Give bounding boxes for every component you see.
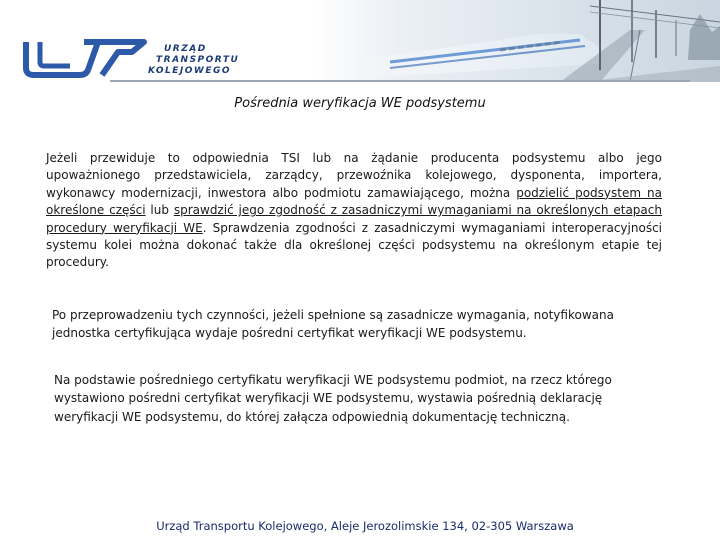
paragraph-1-text-end: . Sprawdzenia zgodności z zasadniczymi wymaganiami interoperacyjności systemu kolei można dokonać także dla określonej części podsystemu na określonym etapie tej procedury. [46, 220, 663, 270]
paragraph-3: Na podstawie pośredniego certyfikatu weryfikacji WE podsystemu podmiot, na rzecz którego wystawiono pośredni certyfikat weryfikacji WE podsystemu, wystawia pośrednią deklarację weryfikacji WE podsystemu, do której załącza odpowiednią dokumentację techniczną. [54, 373, 612, 424]
train-photo [300, 0, 720, 82]
paragraph-1-text-mid: lub [145, 203, 174, 218]
footer-address: Urząd Transportu Kolejowego, Aleje Jerozolimskie 134, 02-305 Warszawa [156, 519, 574, 533]
logo-text [146, 44, 239, 77]
page-title: Pośrednia weryfikacja WE podsystemu [234, 96, 486, 111]
utk-logo-icon [22, 38, 150, 78]
header-divider [110, 80, 690, 82]
logo-line-3: KOLEJOWEGO [148, 66, 232, 76]
logo-line-1: URZĄD [164, 44, 207, 54]
logo-line-2: TRANSPORTU [156, 55, 240, 65]
header-banner [0, 0, 720, 82]
paragraph-2: Po przeprowadzeniu tych czynności, jeżeli spełnione są zasadnicze wymagania, notyfikowana jednostka certyfikująca wydaje pośredni certyfikat weryfikacji WE podsystemu. [52, 308, 614, 340]
paragraph-1-text-start: Jeżeli przewiduje to odpowiednia TSI lub na żądanie producenta podsystemu albo jego upoważnionego przedstawiciela, zarządcy, przewoźnika kolejowego, dysponenta, importera, wykonawcy modernizacji, inwestora albo podmiotu zamawiającego, można [46, 151, 662, 200]
paragraph-1 [46, 150, 662, 272]
paragraph-1-underlined-2: sprawdzić jego zgodność z zasadniczymi wymaganiami na określonych etapach procedury weryfikacji WE [46, 203, 662, 235]
paragraph-1-underlined-1: podzielić podsystem na określone części [46, 185, 662, 218]
